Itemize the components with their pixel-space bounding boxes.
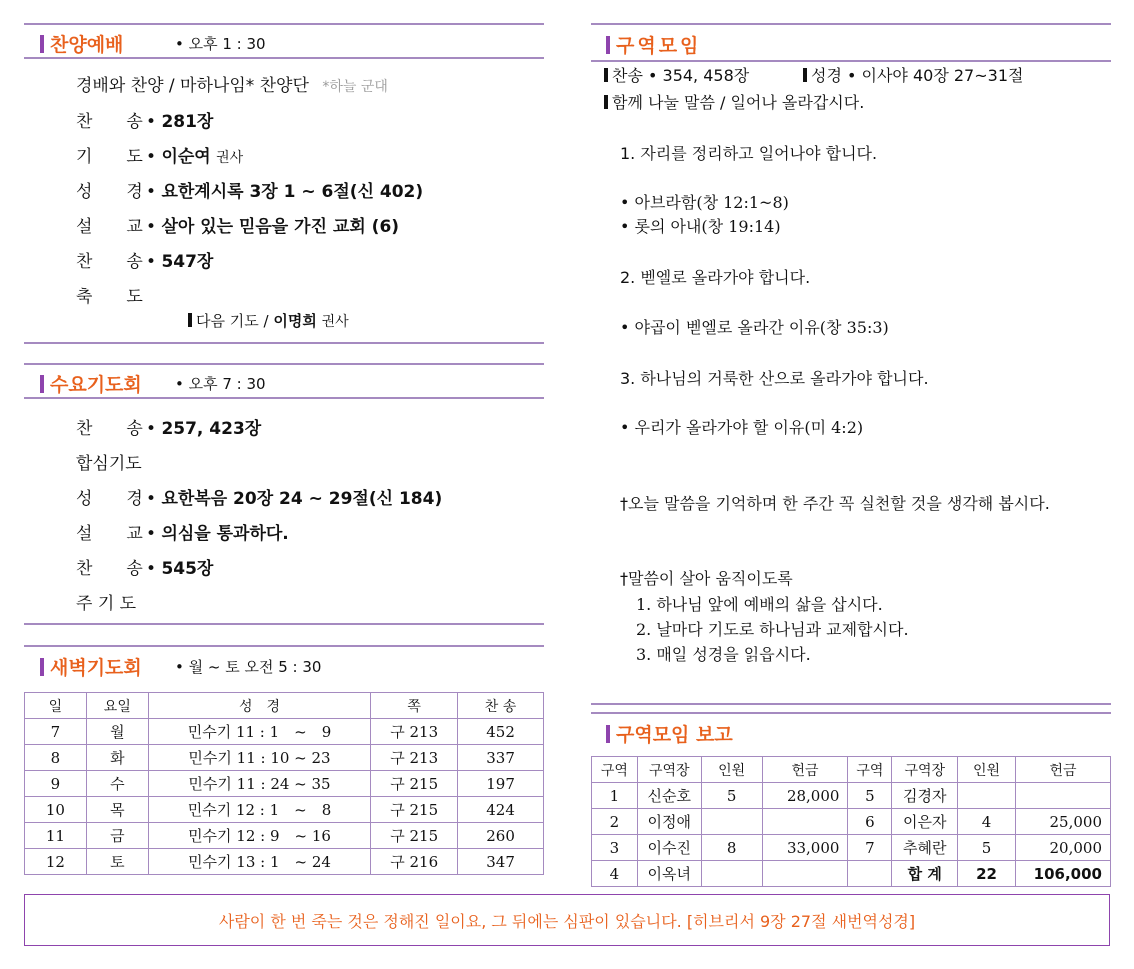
- district-scripture-text: 성경 • 이사야 40장 27~31절: [811, 66, 1024, 85]
- cell: 이은자: [892, 809, 958, 835]
- item-label: 찬 송: [76, 252, 143, 272]
- square-bullet-icon: [604, 95, 608, 109]
- cell: 수: [86, 771, 148, 797]
- cell: 5: [701, 783, 762, 809]
- cell: 7: [25, 719, 87, 745]
- cell: 12: [25, 849, 87, 875]
- living-item: 3. 매일 성경을 읽읍시다.: [636, 645, 811, 664]
- square-bullet-icon: [604, 68, 608, 82]
- cell: 8: [701, 835, 762, 861]
- header-cell: 헌금: [762, 757, 848, 783]
- report-title-text: 구역모임 보고: [616, 724, 733, 746]
- item-label: 설 교: [76, 524, 143, 544]
- item-label: 찬 송: [76, 419, 143, 439]
- header-cell: 인원: [958, 757, 1016, 783]
- cell: 구 216: [371, 849, 458, 875]
- header-cell: 구역: [848, 757, 892, 783]
- header-cell: 찬 송: [458, 693, 544, 719]
- bullet: • 롯의 아내(창 19:14): [620, 217, 781, 236]
- next-prayer-name: 이명희: [273, 312, 317, 330]
- cell: 5: [848, 783, 892, 809]
- next-prayer: [188, 310, 349, 331]
- point-2: 2. 벧엘로 올라가야 합니다.: [620, 268, 811, 287]
- wednesday-item: 성 경 • 요한복음 20장 24 ~ 29절(신 184): [76, 484, 442, 509]
- table-row: [25, 719, 544, 745]
- cell: [701, 861, 762, 887]
- section-bar-icon: [40, 375, 44, 393]
- district-scripture: [803, 63, 1023, 86]
- dawn-time: • 월 ~ 토 오전 5 : 30: [175, 658, 322, 676]
- wednesday-item: 찬 송 • 257, 423장: [76, 414, 261, 439]
- cell: [762, 861, 848, 887]
- cell: 신순호: [637, 783, 701, 809]
- praise-intro-note: *하늘 군대: [322, 79, 388, 95]
- praise-item: 성 경 • 요한계시록 3장 1 ~ 6절(신 402): [76, 177, 423, 202]
- total-count: 22: [958, 861, 1016, 887]
- section-bar-icon: [40, 35, 44, 53]
- cell: 월: [86, 719, 148, 745]
- report-table: [591, 756, 1111, 887]
- cell: 이옥녀: [637, 861, 701, 887]
- table-row: [592, 861, 1111, 887]
- cell: 민수기 11 : 24 ~ 35: [148, 771, 371, 797]
- divider: [24, 342, 544, 344]
- bullet: • 아브라함(창 12:1~8): [620, 193, 789, 212]
- cell: 금: [86, 823, 148, 849]
- section-bar-icon: [606, 725, 610, 743]
- praise-title-text: 찬양예배: [50, 34, 124, 56]
- item-label: 설 교: [76, 217, 143, 237]
- point-1: 1. 자리를 정리하고 일어나야 합니다.: [620, 144, 878, 163]
- cell: 민수기 13 : 1 ~ 24: [148, 849, 371, 875]
- point-3: 3. 하나님의 거룩한 산으로 올라가야 합니다.: [620, 369, 929, 388]
- district-hymn: [604, 63, 749, 86]
- header-cell: 헌금: [1016, 757, 1111, 783]
- cell: 이정애: [637, 809, 701, 835]
- cell: 5: [958, 835, 1016, 861]
- dawn-table: [24, 692, 544, 875]
- cell: 25,000: [1016, 809, 1111, 835]
- wednesday-time: • 오후 7 : 30: [175, 375, 266, 393]
- cell: 452: [458, 719, 544, 745]
- district-together-text: 함께 나눌 말씀 / 일어나 올라갑시다.: [612, 93, 865, 112]
- cell: 화: [86, 745, 148, 771]
- district-together: [604, 90, 864, 113]
- next-prayer-suffix: 권사: [321, 314, 349, 330]
- item-label: 성 경: [76, 489, 143, 509]
- cell: 337: [458, 745, 544, 771]
- section-bar-icon: [40, 658, 44, 676]
- total-label: 합 계: [892, 861, 958, 887]
- cell: 구 213: [371, 719, 458, 745]
- divider: [591, 712, 1111, 714]
- table-row: [592, 809, 1111, 835]
- table-row: [592, 783, 1111, 809]
- cell: 민수기 12 : 9 ~ 16: [148, 823, 371, 849]
- footer-verse: [24, 894, 1110, 946]
- item-label: 축 도: [76, 287, 143, 307]
- section-bar-icon: [606, 36, 610, 54]
- cell: 민수기 12 : 1 ~ 8: [148, 797, 371, 823]
- next-prayer-label: 다음 기도 /: [196, 312, 269, 330]
- cell: 4: [958, 809, 1016, 835]
- cell: [701, 809, 762, 835]
- district-hymn-text: 찬송 • 354, 458장: [612, 66, 750, 85]
- cell: 28,000: [762, 783, 848, 809]
- cell: 6: [848, 809, 892, 835]
- living-item: 1. 하나님 앞에 예배의 삶을 삽시다.: [636, 595, 883, 614]
- divider: [24, 23, 544, 25]
- header-cell: 일: [25, 693, 87, 719]
- table-row: [25, 771, 544, 797]
- wednesday-item: [76, 589, 146, 614]
- cell: 4: [592, 861, 638, 887]
- header-cell: 요일: [86, 693, 148, 719]
- bullet: • 야곱이 벧엘로 올라간 이유(창 35:3): [620, 318, 889, 337]
- wednesday-title: [40, 370, 142, 397]
- praise-item: 찬 송 • 281장: [76, 107, 213, 132]
- divider: [24, 645, 544, 647]
- praise-time: • 오후 1 : 30: [175, 35, 266, 53]
- divider: [24, 623, 544, 625]
- header-cell: 구역: [592, 757, 638, 783]
- cell: 토: [86, 849, 148, 875]
- header-cell: 쪽: [371, 693, 458, 719]
- table-header-row: [592, 757, 1111, 783]
- cell: 추혜란: [892, 835, 958, 861]
- cell: 목: [86, 797, 148, 823]
- divider: [24, 363, 544, 365]
- dawn-title-text: 새벽기도회: [50, 657, 142, 679]
- cell: [958, 783, 1016, 809]
- cell: 민수기 11 : 10 ~ 23: [148, 745, 371, 771]
- report-title: [606, 720, 733, 747]
- item-value: 281장: [161, 112, 214, 132]
- cell: 8: [25, 745, 87, 771]
- item-value: 547장: [161, 252, 214, 272]
- cell: 이수진: [637, 835, 701, 861]
- cell: 김경자: [892, 783, 958, 809]
- bullet: • 우리가 올라가야 할 이유(미 4:2): [620, 418, 864, 437]
- item-label: 주 기 도: [76, 594, 137, 614]
- cell: [1016, 783, 1111, 809]
- cell: 구 215: [371, 797, 458, 823]
- cell: 347: [458, 849, 544, 875]
- table-header-row: [25, 693, 544, 719]
- item-value: 요한복음 20장 24 ~ 29절(신 184): [161, 489, 443, 509]
- item-label: 합심기도: [76, 454, 142, 474]
- cell: 구 215: [371, 771, 458, 797]
- item-label: 기 도: [76, 147, 143, 167]
- praise-item: 찬 송 • 547장: [76, 247, 213, 272]
- table-row: [592, 835, 1111, 861]
- praise-item: [76, 282, 146, 307]
- item-value: 의심을 통과하다.: [161, 524, 289, 544]
- cell: 197: [458, 771, 544, 797]
- living-item: 2. 날마다 기도로 하나님과 교제합시다.: [636, 620, 909, 639]
- praise-intro: [76, 71, 388, 96]
- living-title: †말씀이 살아 움직이도록: [620, 569, 793, 588]
- praise-item: 기 도 • 이순여 권사: [76, 142, 243, 167]
- cell: 10: [25, 797, 87, 823]
- praise-title: [40, 30, 123, 57]
- item-value: 545장: [161, 559, 214, 579]
- cell: 424: [458, 797, 544, 823]
- square-bullet-icon: [803, 68, 807, 82]
- item-value: 이순여: [161, 147, 211, 167]
- footer-verse-text: 사람이 한 번 죽는 것은 정해진 일이요, 그 뒤에는 심판이 있습니다. [히브리서 9장 27절 새번역성경]: [218, 911, 916, 931]
- cell: 구 213: [371, 745, 458, 771]
- wednesday-item: 찬 송 • 545장: [76, 554, 213, 579]
- header-cell: 구역장: [892, 757, 958, 783]
- cell: 33,000: [762, 835, 848, 861]
- item-label: 찬 송: [76, 112, 143, 132]
- item-suffix: 권사: [216, 150, 244, 166]
- praise-item: 설 교 • 살아 있는 믿음을 가진 교회 (6): [76, 212, 399, 237]
- district-title: [606, 31, 701, 58]
- cell: 260: [458, 823, 544, 849]
- table-row: [25, 797, 544, 823]
- header-cell: 구역장: [637, 757, 701, 783]
- item-value: 257, 423장: [161, 419, 262, 439]
- cell: 3: [592, 835, 638, 861]
- cell: 민수기 11 : 1 ~ 9: [148, 719, 371, 745]
- table-row: [25, 823, 544, 849]
- cell: 2: [592, 809, 638, 835]
- header-cell: 성 경: [148, 693, 371, 719]
- divider: [591, 703, 1111, 705]
- table-row: [25, 849, 544, 875]
- divider: [24, 397, 544, 399]
- item-label: 성 경: [76, 182, 143, 202]
- total-offering: 106,000: [1016, 861, 1111, 887]
- divider: [591, 60, 1111, 62]
- cell: 11: [25, 823, 87, 849]
- cell: 9: [25, 771, 87, 797]
- cell: [848, 861, 892, 887]
- table-row: [25, 745, 544, 771]
- square-bullet-icon: [188, 313, 192, 327]
- reflect-text: †오늘 말씀을 기억하며 한 주간 꼭 실천할 것을 생각해 봅시다.: [620, 494, 1050, 513]
- district-title-text: 구역모임: [616, 35, 702, 57]
- divider: [591, 23, 1111, 25]
- cell: 20,000: [1016, 835, 1111, 861]
- cell: 7: [848, 835, 892, 861]
- dawn-title: [40, 653, 142, 680]
- cell: [762, 809, 848, 835]
- divider: [24, 57, 544, 59]
- wednesday-item: [76, 449, 146, 474]
- header-cell: 인원: [701, 757, 762, 783]
- cell: 구 215: [371, 823, 458, 849]
- wednesday-item: 설 교 • 의심을 통과하다.: [76, 519, 289, 544]
- item-value: 살아 있는 믿음을 가진 교회 (6): [161, 217, 400, 237]
- item-label: 찬 송: [76, 559, 143, 579]
- cell: 1: [592, 783, 638, 809]
- praise-intro-text: 경배와 찬양 / 마하나임* 찬양단: [76, 76, 309, 96]
- item-value: 요한계시록 3장 1 ~ 6절(신 402): [161, 182, 424, 202]
- wednesday-title-text: 수요기도회: [50, 374, 142, 396]
